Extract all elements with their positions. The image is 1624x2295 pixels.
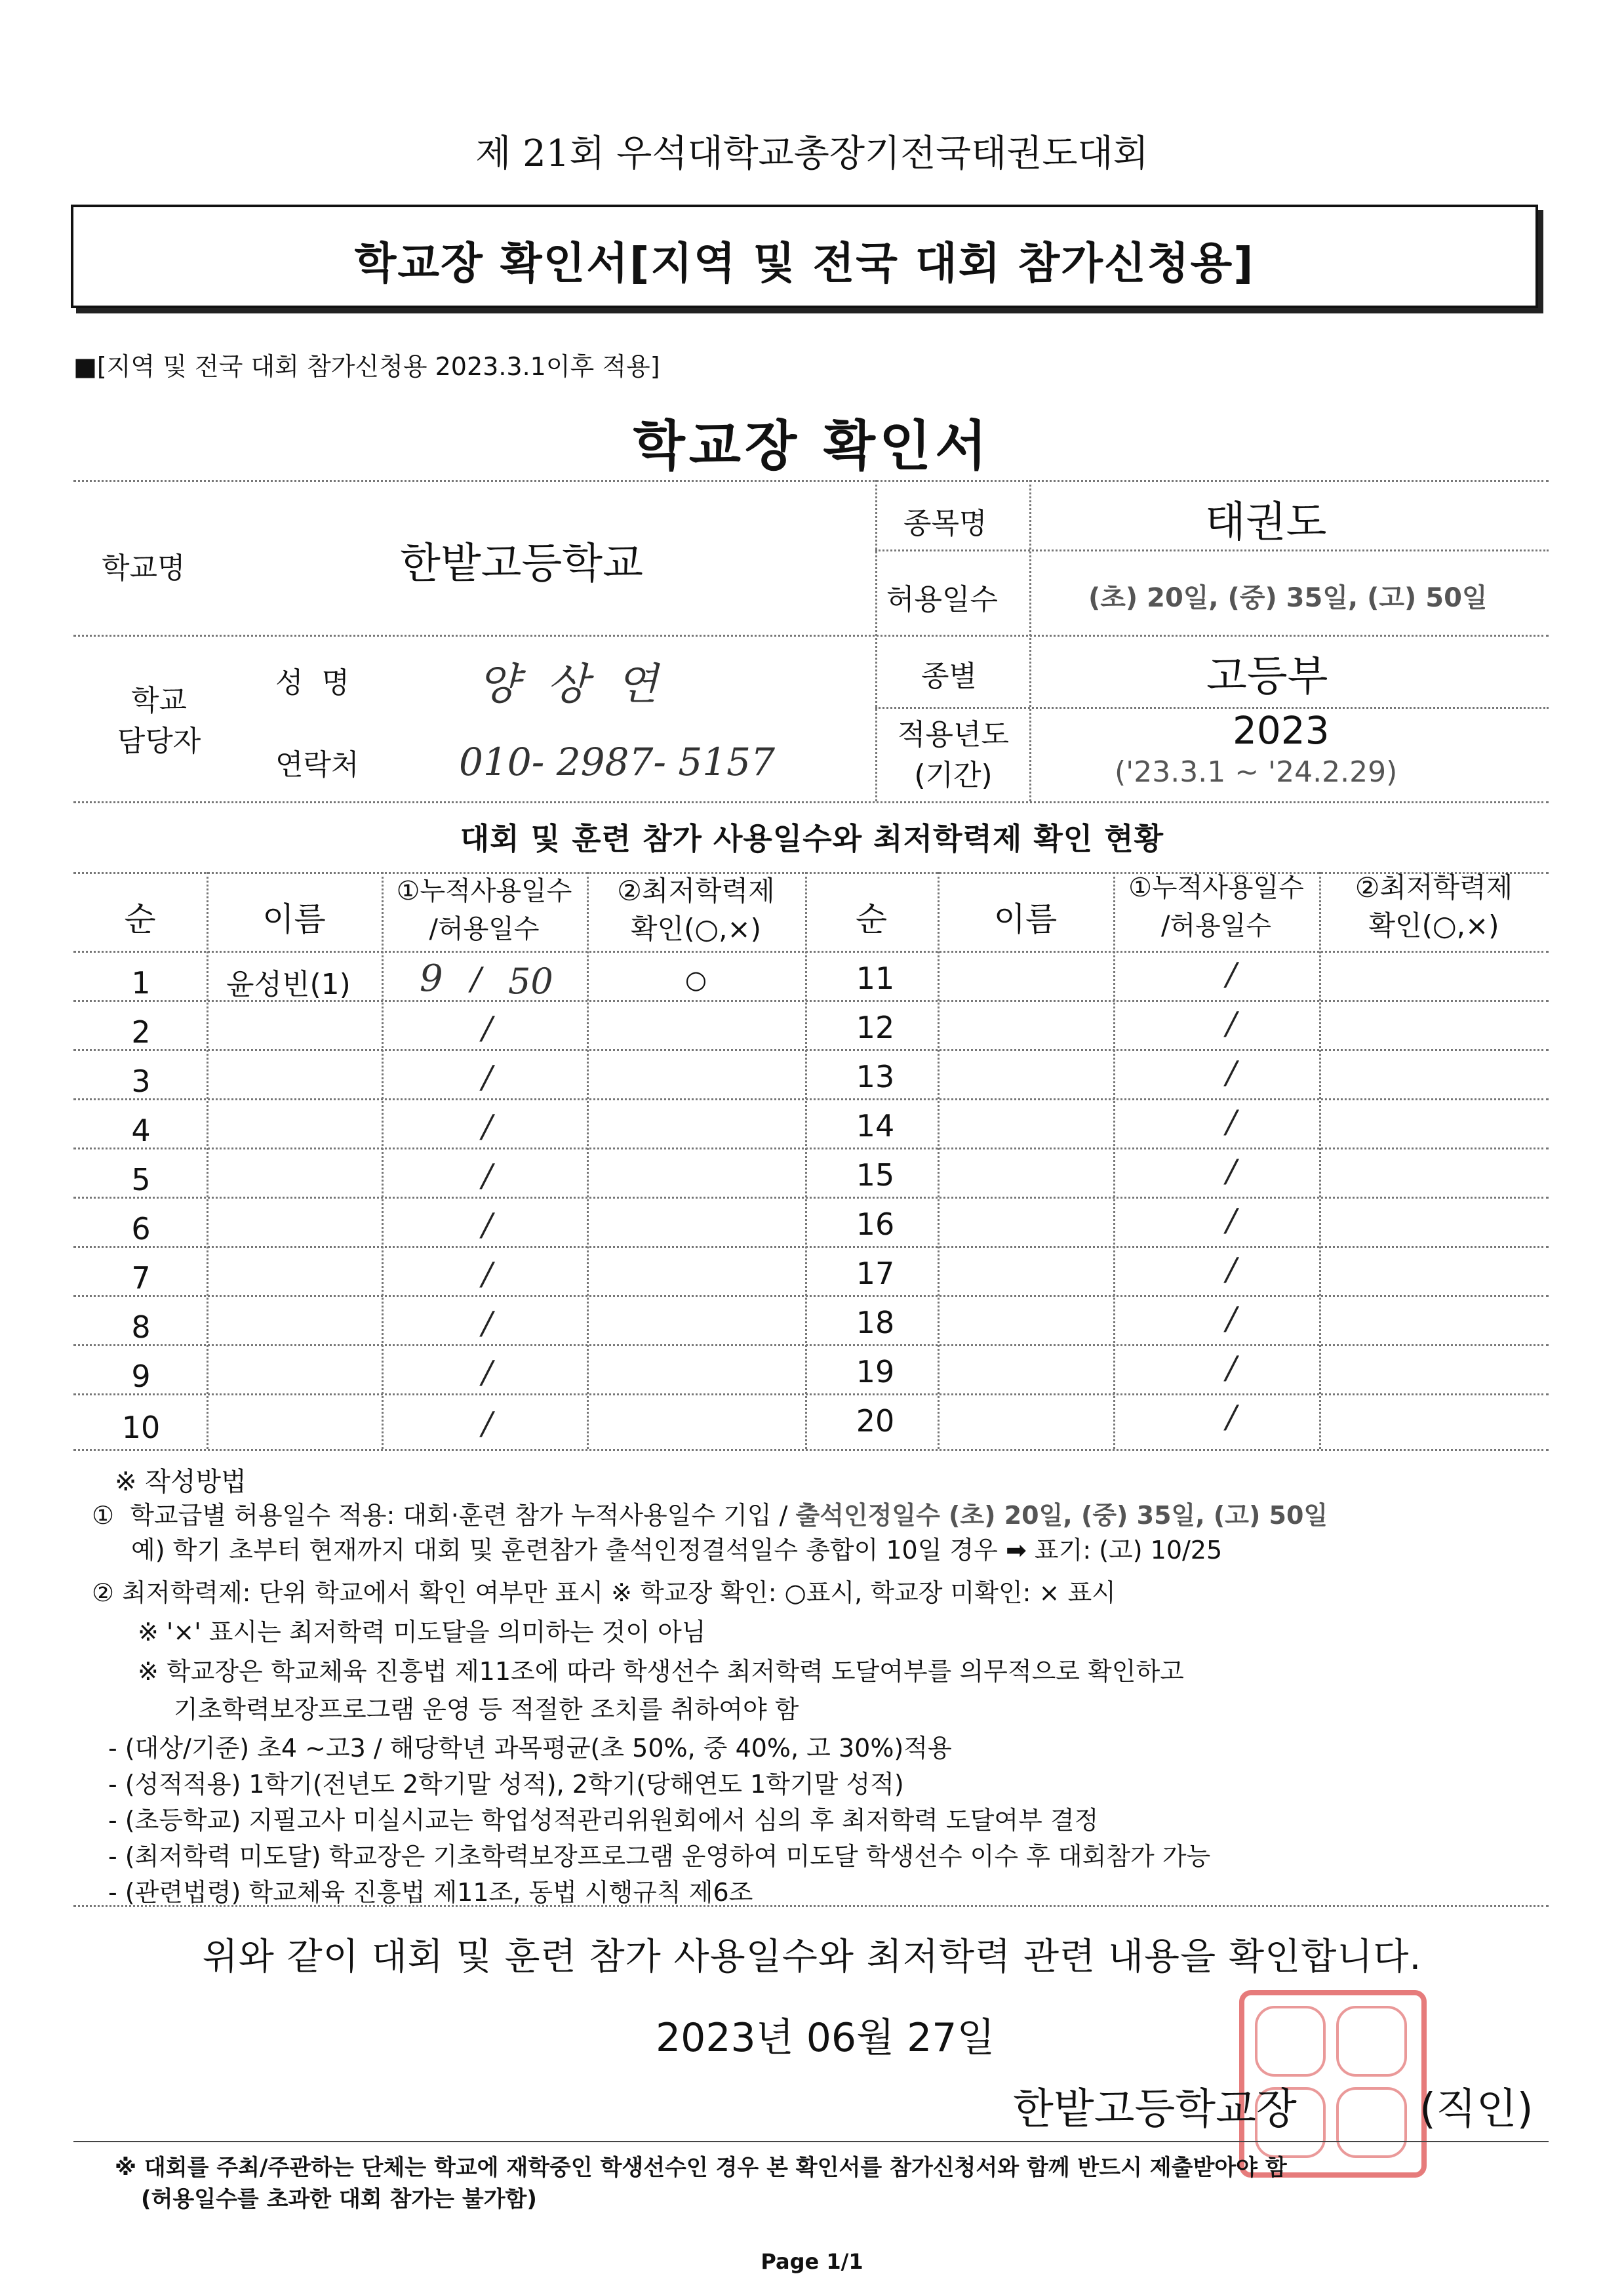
- instruction-line-10: - (최저학력 미도달) 학교장은 기초학력보장프로그램 운영하여 미도달 학생선수 이수 후 대회참가 가능: [108, 1842, 1211, 1871]
- header-min-line-1: ②최저학력제: [1355, 871, 1513, 904]
- division-value: 고등부: [1206, 652, 1328, 701]
- row-no: 12: [856, 1010, 895, 1045]
- sport-label: 종목명: [903, 507, 987, 540]
- sport-value: 태권도: [1205, 498, 1327, 547]
- header-min-left: [587, 872, 805, 948]
- school-name: 한밭고등학교: [400, 540, 643, 588]
- school-label: 학교명: [102, 551, 186, 585]
- footnote-1: ※ 대회를 주최/주관하는 단체는 학교에 재학중인 학생선수인 경우 본 확인서를 참가신청서와 함께 반드시 제출받아야 함: [115, 2155, 1287, 2181]
- instruction-line-1-gray: 출석인정일수 (초) 20일, (중) 35일, (고) 50일: [795, 1501, 1328, 1530]
- row-no: 19: [856, 1354, 895, 1389]
- student-name: 윤성빈(1): [226, 968, 351, 1001]
- name-label: 성 명: [275, 666, 349, 700]
- header-days-line-2: /허용일수: [1160, 911, 1272, 941]
- header-days-line-2: /허용일수: [429, 914, 540, 944]
- row-no: 15: [856, 1157, 895, 1193]
- contact-label: 연락처: [275, 748, 359, 782]
- year-value: 2023: [1233, 708, 1330, 753]
- row-slash: /: [482, 1405, 493, 1442]
- row-no: 7: [131, 1260, 151, 1296]
- division-label: 종별: [921, 660, 978, 693]
- row-no: 18: [856, 1305, 895, 1340]
- manager-name: 양 상 연: [477, 659, 658, 709]
- header-min-right: [1319, 869, 1549, 945]
- form-title: 학교장 확인서: [633, 415, 991, 477]
- row-no: 1: [131, 965, 151, 1001]
- row-slash: /: [1226, 1202, 1237, 1239]
- row-no: 20: [856, 1403, 895, 1439]
- instruction-line-5: ※ 학교장은 학교체육 진흥법 제11조에 따라 학생선수 최저학력 도달여부를 의무적으로 확인하고: [138, 1657, 1184, 1686]
- title-banner: [71, 205, 1538, 308]
- row-no: 3: [131, 1064, 151, 1099]
- instructions-heading: ※ 작성방법: [115, 1467, 247, 1497]
- table-caption: 대회 및 훈련 참가 사용일수와 최저학력제 확인 현황: [460, 821, 1164, 856]
- row-slash: /: [471, 961, 482, 997]
- used-days: 9: [420, 957, 443, 1000]
- row-slash: /: [1226, 1300, 1237, 1337]
- check-mark: ○: [684, 965, 707, 994]
- instruction-line-4: ※ '×' 표시는 최저학력 미도달을 의미하는 것이 아님: [138, 1618, 706, 1646]
- banner-title: 학교장 확인서[지역 및 전국 대회 참가신청용]: [354, 238, 1255, 289]
- row-slash: /: [1226, 1399, 1237, 1435]
- allowed-days-label: 허용일수: [886, 583, 999, 616]
- year-period: ('23.3.1 ~ '24.2.29): [1115, 755, 1398, 789]
- row-slash: /: [1226, 1104, 1237, 1140]
- row-slash: /: [1226, 1153, 1237, 1189]
- instruction-line-8: - (성적적용) 1학기(전년도 2학기말 성적), 2학기(당해연도 1학기말 성적): [108, 1770, 904, 1799]
- header-name-right: 이름: [993, 900, 1058, 938]
- row-no: 6: [131, 1211, 151, 1247]
- instruction-line-1-text: ① 학교급별 허용일수 적용: 대회·훈련 참가 누적사용일수 기입 /: [92, 1501, 796, 1530]
- instruction-line-2: 예) 학기 초부터 현재까지 대회 및 훈련참가 출석인정결석일수 총합이 10일 경우 ➡ 표기: (고) 10/25: [131, 1536, 1223, 1565]
- row-slash: /: [482, 1207, 493, 1243]
- page-number: Page 1/1: [761, 2249, 863, 2274]
- row-slash: /: [1226, 1349, 1237, 1386]
- header-no-right: 순: [855, 900, 888, 938]
- confirm-date: 2023년 06월 27일: [656, 2015, 995, 2061]
- form-tag: ■[지역 및 전국 대회 참가신청용 2023.3.1이후 적용]: [73, 352, 660, 381]
- year-label: [877, 715, 1029, 796]
- row-slash: /: [482, 1108, 493, 1145]
- contact-value: 010- 2987- 5157: [459, 740, 775, 784]
- row-no: 4: [131, 1113, 151, 1148]
- year-label-line-1: 적용년도: [897, 718, 1009, 751]
- instruction-line-1: [92, 1495, 1328, 1531]
- manager-label-line-2: 담당자: [117, 725, 201, 758]
- row-slash: /: [1226, 1005, 1237, 1042]
- row-slash: /: [1226, 1054, 1237, 1091]
- row-no: 11: [856, 961, 895, 996]
- row-slash: /: [482, 1157, 493, 1194]
- header-days-line-1: ①누적사용일수: [396, 876, 572, 906]
- manager-label: [102, 681, 216, 762]
- row-no: 5: [131, 1162, 151, 1197]
- row-slash: /: [482, 1256, 493, 1292]
- instruction-line-11: - (관련법령) 학교체육 진흥법 제11조, 동법 시행규칙 제6조: [108, 1878, 753, 1907]
- row-slash: /: [1226, 1251, 1237, 1288]
- confirmation-text: 위와 같이 대회 및 훈련 참가 사용일수와 최저학력 관련 내용을 확인합니다.: [202, 1936, 1422, 1978]
- year-label-line-2: (기간): [914, 759, 993, 792]
- footnote-2: (허용일수를 초과한 대회 참가는 불가함): [141, 2186, 537, 2212]
- header-days-right: [1113, 869, 1319, 945]
- row-no: 13: [856, 1059, 895, 1094]
- row-no: 8: [131, 1309, 151, 1345]
- manager-label-line-1: 학교: [130, 684, 187, 717]
- principal-name: 한밭고등학교장: [1013, 2085, 1297, 2134]
- instruction-line-6: 기초학력보장프로그램 운영 등 적절한 조치를 취하여야 함: [174, 1695, 799, 1724]
- row-slash: /: [482, 1354, 493, 1391]
- row-no: 14: [856, 1108, 895, 1144]
- seal-label: (직인): [1419, 2085, 1534, 2134]
- header-days-line-1: ①누적사용일수: [1128, 873, 1304, 903]
- header-min-line-2: 확인(○,×): [630, 913, 762, 945]
- header-min-line-2: 확인(○,×): [1368, 909, 1499, 942]
- row-no: 10: [121, 1410, 161, 1445]
- header-days-left: [382, 872, 587, 948]
- allowed-days-value: (초) 20일, (중) 35일, (고) 50일: [1088, 583, 1488, 613]
- instruction-line-7: - (대상/기준) 초4 ~고3 / 해당학년 과목평균(초 50%, 중 40%, 고 30%)적용: [108, 1734, 952, 1763]
- header-no-left: 순: [124, 900, 156, 938]
- event-title: 제 21회 우석대학교총장기전국태권도대회: [475, 132, 1149, 175]
- row-slash: /: [482, 1305, 493, 1342]
- row-slash: /: [482, 1010, 493, 1047]
- instruction-line-3: ② 최저학력제: 단위 학교에서 확인 여부만 표시 ※ 학교장 확인: ○표시, 학교장 미확인: × 표시: [92, 1578, 1116, 1607]
- row-no: 9: [131, 1359, 151, 1394]
- row-no: 16: [856, 1207, 895, 1242]
- row-slash: /: [1226, 956, 1237, 993]
- row-no: 17: [856, 1256, 895, 1291]
- instruction-line-9: - (초등학교) 지필고사 미실시교는 학업성적관리위원회에서 심의 후 최저학력 도달여부 결정: [108, 1806, 1099, 1835]
- header-name-left: 이름: [262, 900, 326, 938]
- row-no: 2: [131, 1014, 151, 1050]
- allowed-days: 50: [508, 961, 553, 1002]
- row-slash: /: [482, 1059, 493, 1096]
- header-min-line-1: ②최저학력제: [617, 875, 775, 907]
